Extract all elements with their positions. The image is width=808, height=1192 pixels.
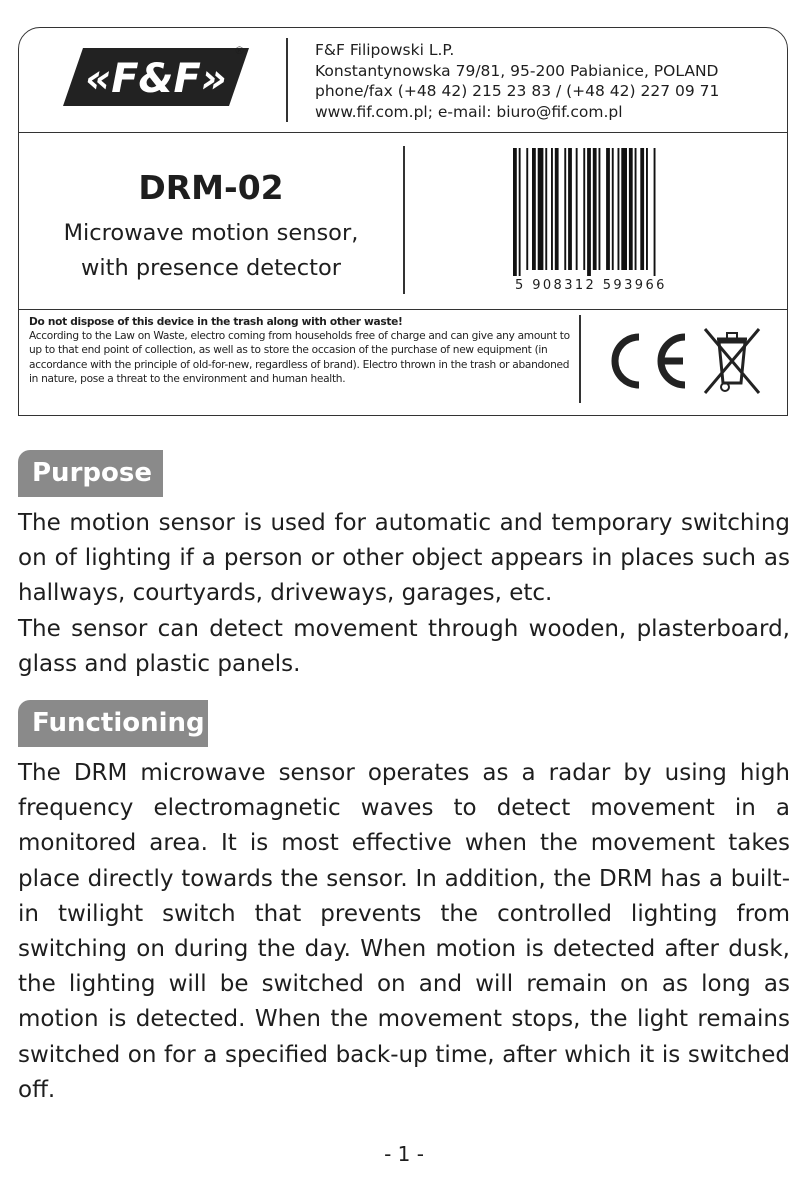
company-phone: phone/fax (+48 42) 215 23 83 / (+48 42) 227 09 71	[315, 82, 720, 100]
product-model: DRM-02	[138, 168, 284, 207]
waste-title: Do not dispose of this device in the trash along with other waste!	[29, 316, 403, 328]
description-line-2: with presence detector	[81, 255, 341, 281]
functioning-paragraph-1: The DRM microwave sensor operates as a radar by using high frequency electromagnetic waves to detect movement in a monitored area. It is most effective when the movement takes place directly towards the sensor. In addition, the DRM has a built-in twilight switch that prevents the controlled lighting from switching on during the day. When motion is detected after dusk, the lighting will be switched on and will remain on as long as motion is detected. When the movement stops, the light remains switched on for a specified back-up time, after which it is switched off.	[18, 760, 790, 1103]
page-number: - 1 -	[384, 1142, 424, 1166]
info-box	[18, 27, 788, 416]
waste-row	[19, 309, 787, 415]
company-info	[315, 40, 719, 122]
heading-functioning: Functioning	[18, 700, 208, 747]
divider	[286, 38, 288, 122]
heading-purpose: Purpose	[18, 450, 163, 497]
product-row	[19, 132, 787, 310]
ce-mark-icon	[601, 329, 691, 393]
crossed-bin-icon	[703, 325, 761, 399]
divider	[579, 315, 581, 403]
company-name: F&F Filipowski L.P.	[315, 41, 455, 59]
divider	[403, 146, 405, 294]
logo-text: «F&F»	[85, 56, 227, 102]
barcode-icon	[509, 148, 713, 276]
purpose-paragraph-1: The motion sensor is used for automatic and temporary switching on of lighting if a person or other object appears in places such as hallways, courtyards, driveways, garages, etc.	[18, 510, 790, 607]
company-header	[19, 28, 787, 133]
functioning-text	[18, 756, 790, 1108]
purpose-text	[18, 506, 790, 682]
waste-notice	[29, 315, 574, 386]
registered-mark: ®	[234, 44, 245, 57]
product-description	[19, 216, 403, 286]
company-address: Konstantynowska 79/81, 95-200 Pabianice, POLAND	[315, 61, 719, 80]
purpose-paragraph-2: The sensor can detect movement through wooden, plasterboard, glass and plastic panels.	[18, 615, 790, 677]
barcode-number: 5 908312 593966	[515, 278, 667, 293]
company-web-email: www.fif.com.pl; e-mail: biuro@fif.com.pl	[315, 102, 623, 121]
waste-body: According to the Law on Waste, electro coming from households free of charge and can give any amount to up to that end point of collection, as well as to store the occasion of the purchase of new equipment (in accordance with the principle of old-for-new, regardless of brand). Electro thrown in the trash or abandoned in nature, pose a threat to the environment and human health.	[29, 330, 570, 385]
description-line-1: Microwave motion sensor,	[63, 220, 359, 246]
ff-logo-icon	[63, 48, 249, 106]
